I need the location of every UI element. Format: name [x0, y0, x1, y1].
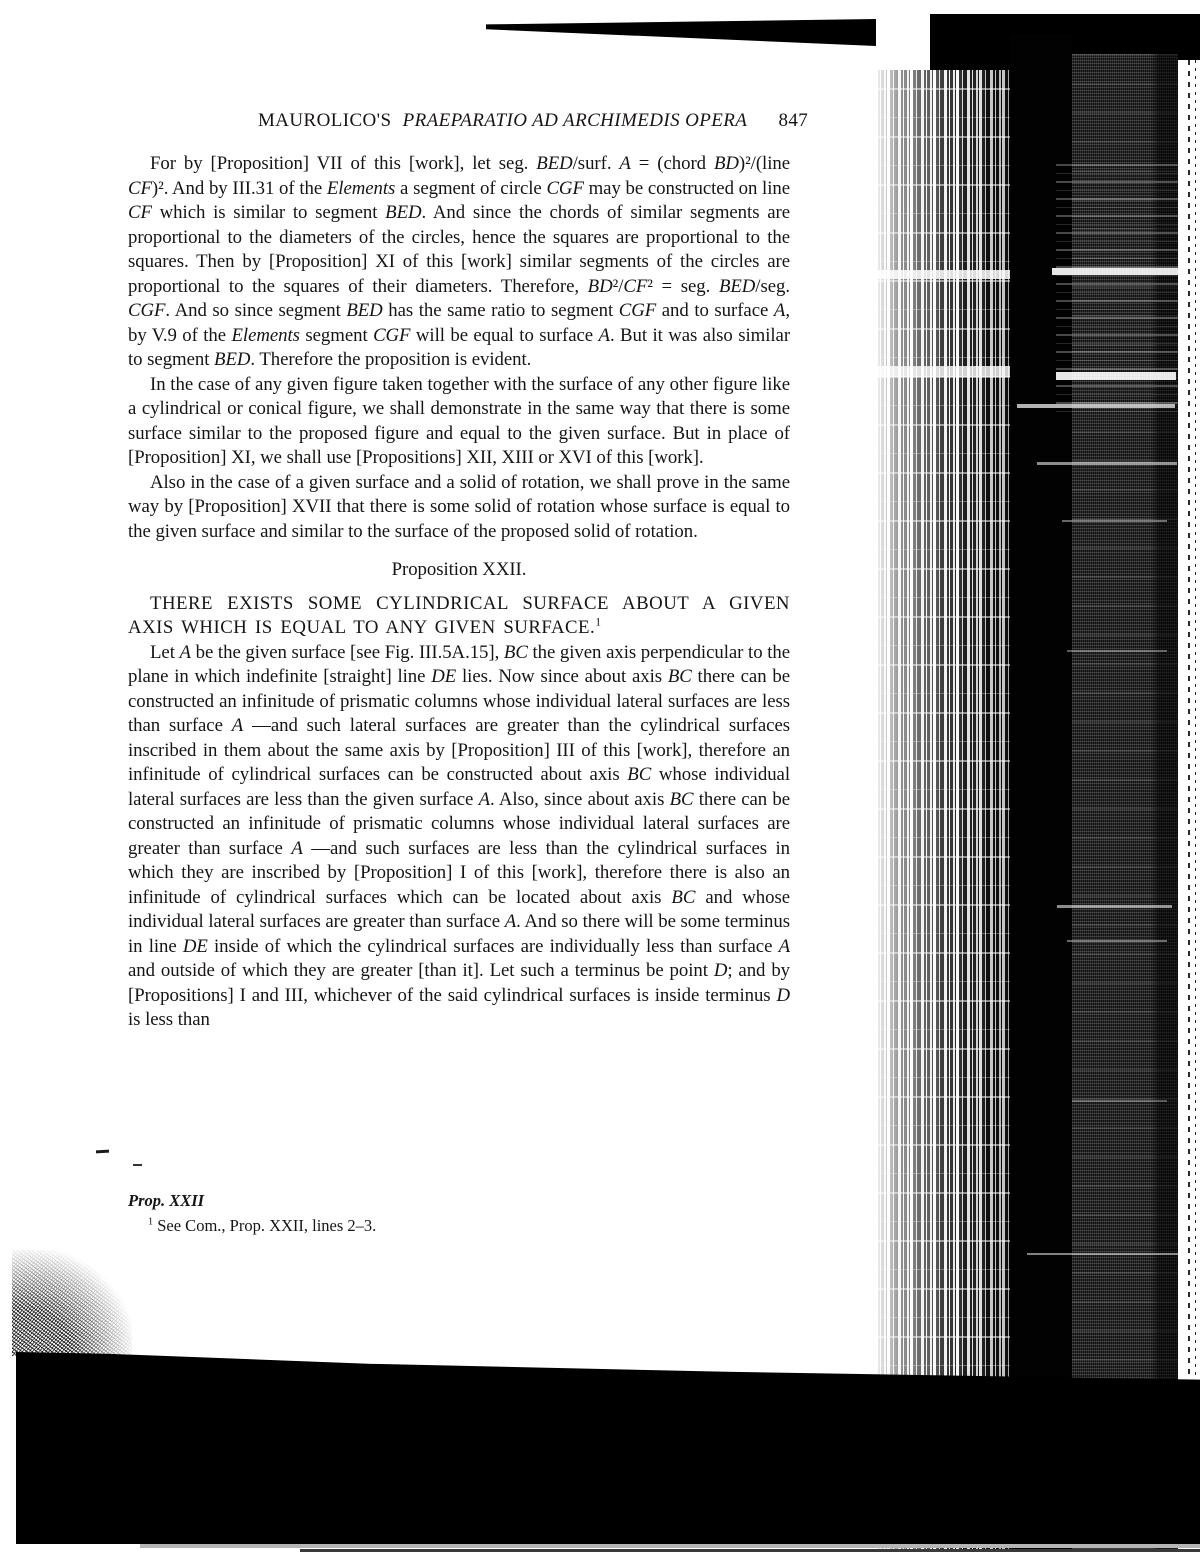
- scan-streak: [878, 366, 1010, 377]
- scan-streak: [1017, 404, 1175, 408]
- running-head: [258, 110, 808, 132]
- scan-streak: [1056, 372, 1176, 380]
- scan-streak: [1027, 1253, 1192, 1255]
- scan-streak: [1062, 520, 1167, 522]
- footnote-section-label: Prop. XXII: [128, 1191, 205, 1210]
- text-column: [128, 152, 790, 1033]
- body-paragraph: Let A be the given surface [see Fig. III.5A.15], BC the given axis perpendicular to the plane in which indefinite [straight] line DE lies. Now since about axis BC there can be constructed an infinitude of prismatic columns whose individual lateral surfaces are less than surface A —and such lateral surfaces are greater than the cylindrical surfaces inscribed in them about the same axis by [Proposition] III of this [work], therefore an infinitude of cylindrical surfaces can be constructed about axis BC whose individual lateral surfaces are less than the given surface A. Also, since about axis BC there can be constructed an infinitude of prismatic columns whose individual lateral surfaces are greater than surface A —and such surfaces are less than the cylindrical surfaces in which they are inscribed by [Proposition] I of this [work], therefore there is also an infinitude of cylindrical surfaces which can be located about axis BC and whose individual lateral surfaces are greater than surface A. And so there will be some terminus in line DE inside of which the cylindrical surfaces are individually less than surface A and outside of which they are greater [than it]. Let such a terminus be point D; and by [Propositions] I and III, whichever of the said cylindrical surfaces is inside terminus D is less than: [128, 641, 791, 1030]
- scan-stray-mark: [133, 1164, 142, 1166]
- running-head-work-title: PRAEPARATIO AD ARCHIMEDIS OPERA: [402, 110, 748, 131]
- scan-streak: [1067, 650, 1167, 652]
- scan-streak: [1072, 1100, 1167, 1102]
- scan-artifact-top-wedge: [486, 19, 876, 46]
- scan-bottom-light-strip: [140, 1544, 1200, 1548]
- body-paragraph: In the case of any given figure taken together with the surface of any other figure like a cylindrical or conical figure, we shall demonstrate in the same way that there is some surface similar to the proposed figure and equal to the given surface. But in place of [Proposition] XI, we shall use [Propositions] XII, XIII or XVI of this [work].: [128, 373, 790, 468]
- scan-streak: [1052, 268, 1178, 275]
- body-paragraph: For by [Proposition] VII of this [work], let seg. BED/surf. A = (chord BD)²/(line CF)². And by III.31 of the Elements a segment of circle CGF may be constructed on line CF which is similar to segment BED. And since the chords of similar segments are proportional to the diameters of the circles, hence the squares are proportional to the squares. Then by [Proposition] XI of this [work] similar segments of the circles are proportional to the squares of their diameters. Therefore, BD²/CF² = seg. BED/seg. CGF. And so since segment BED has the same ratio to segment CGF and to surface A, by V.9 of the Elements segment CGF will be equal to surface A. But it was also similar to segment BED. Therefore the proposition is evident.: [128, 153, 791, 370]
- page-edge-striations: [878, 70, 1010, 1552]
- scan-stray-mark: [96, 1150, 109, 1154]
- scan-edge-white-strip: [1178, 60, 1200, 1402]
- proposition-statement: THERE EXISTS SOME CYLINDRICAL SURFACE ABOUT A GIVEN AXIS WHICH IS EQUAL TO ANY GIVEN SURFACE.$^1$: [128, 592, 790, 638]
- scan-streak: [1057, 905, 1172, 908]
- running-head-author: MAUROLICO'S: [258, 110, 392, 131]
- scan-streak: [878, 270, 1010, 279]
- proposition-heading: Proposition XXII.: [391, 559, 527, 580]
- scan-noise-patch: [12, 1250, 132, 1356]
- book-edge-scan-band: [872, 14, 1200, 1552]
- scan-streak: [1037, 462, 1177, 465]
- scan-streak: [1067, 940, 1167, 942]
- scan-line-noise: [1056, 164, 1178, 419]
- body-paragraph: Also in the case of a given surface and a solid of rotation, we shall prove in the same way by [Proposition] XVII that there is some solid of rotation whose surface is equal to the given surface and similar to the surface of the proposed solid of rotation.: [128, 471, 790, 542]
- footnote-block: [128, 1188, 688, 1238]
- footnote-text: $^1$ See Com., Prop. XXII, lines 2–3.: [148, 1216, 377, 1235]
- page-number: 847: [778, 110, 809, 131]
